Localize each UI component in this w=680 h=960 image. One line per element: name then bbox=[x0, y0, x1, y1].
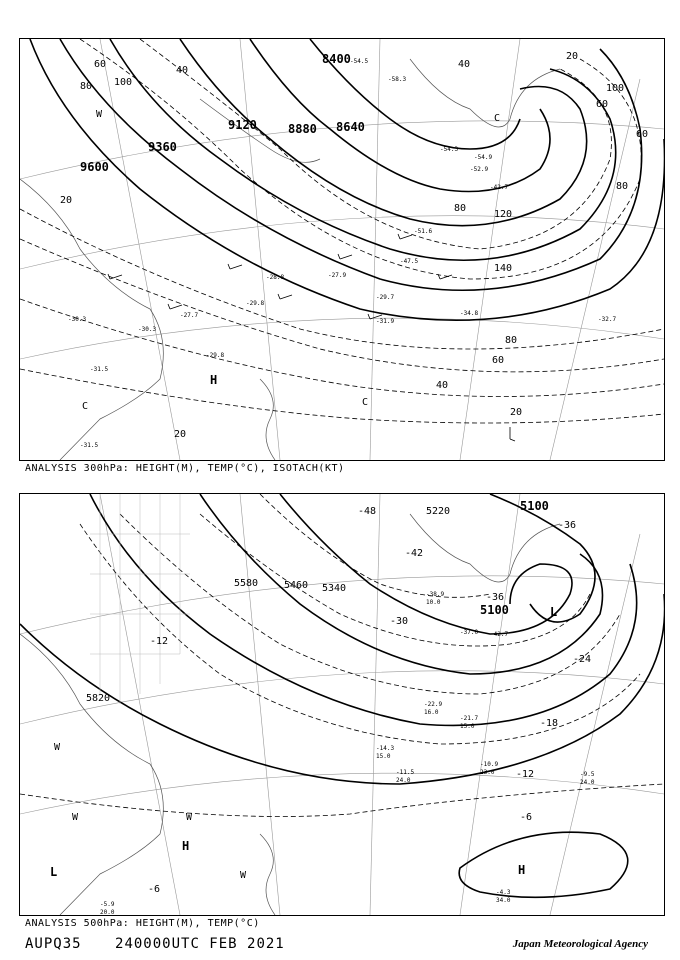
obs-label: -9.5 bbox=[580, 771, 595, 778]
temp-label: -54.9 bbox=[474, 154, 493, 161]
height-label: 9360 bbox=[148, 140, 177, 154]
high-center: H bbox=[518, 863, 526, 877]
isotach-label: 40 bbox=[436, 380, 449, 391]
isotach-label: 80 bbox=[616, 181, 629, 192]
isotherm-label: -30 bbox=[390, 616, 409, 627]
height-label: 5820 bbox=[86, 693, 111, 704]
isotherm-label: -12 bbox=[516, 769, 535, 780]
height-label: 9120 bbox=[228, 118, 257, 132]
isotherm-label: -36 bbox=[558, 520, 577, 531]
isotach-label: 100 bbox=[606, 83, 625, 94]
isotach-label: 40 bbox=[176, 65, 189, 76]
cold-center: C bbox=[362, 397, 369, 408]
temp-label: -42.7 bbox=[490, 184, 509, 191]
temp-label: -51.6 bbox=[414, 228, 433, 235]
temperature-labels bbox=[68, 58, 616, 449]
product-line bbox=[25, 936, 285, 952]
isotach-label: 60 bbox=[636, 129, 649, 140]
height-label: 8640 bbox=[336, 120, 365, 134]
graticule bbox=[20, 494, 664, 915]
isotach-labels bbox=[60, 51, 648, 440]
map-300hpa bbox=[19, 38, 665, 461]
obs-label: 20.0 bbox=[100, 909, 115, 915]
obs-label: -14.3 bbox=[376, 745, 395, 752]
isotach-label: 20 bbox=[174, 429, 187, 440]
warm-center: W bbox=[54, 742, 61, 753]
height-label: 5220 bbox=[426, 506, 451, 517]
isotherm-label: -6 bbox=[148, 884, 161, 895]
height-label: 5580 bbox=[234, 578, 259, 589]
obs-label: -42.7 bbox=[490, 631, 509, 638]
obs-label: -11.5 bbox=[396, 769, 415, 776]
temp-label: -31.9 bbox=[376, 318, 395, 325]
isotherm-label: -6 bbox=[520, 812, 533, 823]
temp-label: -31.5 bbox=[80, 442, 99, 449]
cold-pool-hatching bbox=[90, 494, 190, 704]
isotherms bbox=[20, 494, 664, 817]
isotach-label: 80 bbox=[454, 203, 467, 214]
warm-center: W bbox=[186, 812, 193, 823]
isotach-label: 60 bbox=[94, 59, 107, 70]
height-contours bbox=[20, 494, 664, 897]
obs-label: -5.9 bbox=[100, 901, 115, 908]
low-center: L bbox=[550, 605, 558, 619]
isotherm-labels bbox=[148, 506, 591, 895]
temp-label: -30.3 bbox=[68, 316, 87, 323]
isotherm-label: -18 bbox=[540, 718, 559, 729]
map-300hpa-svg bbox=[20, 39, 664, 460]
isotach-label: 140 bbox=[494, 263, 513, 274]
obs-label: 24.0 bbox=[396, 777, 411, 784]
map-500hpa bbox=[19, 493, 665, 916]
isotach-label: 60 bbox=[492, 355, 505, 366]
height-label: 8880 bbox=[288, 122, 317, 136]
obs-label: -4.3 bbox=[496, 889, 511, 896]
temp-label: -54.3 bbox=[440, 146, 459, 153]
warm-center: W bbox=[96, 109, 103, 120]
obs-label: -38.9 bbox=[426, 591, 445, 598]
isotach-label: 20 bbox=[510, 407, 523, 418]
pressure-centers bbox=[82, 109, 500, 412]
top-chart-caption: ANALYSIS 300hPa: HEIGHT(M), TEMP(°C), ISOTACH(KT) bbox=[25, 463, 345, 474]
low-center: L bbox=[50, 865, 58, 879]
isotach-label: 100 bbox=[114, 77, 133, 88]
temp-label: -30.3 bbox=[138, 326, 157, 333]
cold-center: C bbox=[82, 401, 89, 412]
isotach-label: 80 bbox=[80, 81, 93, 92]
height-label: 5340 bbox=[322, 583, 347, 594]
obs-label: 24.0 bbox=[580, 779, 595, 786]
height-label: 5460 bbox=[284, 580, 309, 591]
isotherm-label: -42 bbox=[405, 548, 424, 559]
isotach-label: 40 bbox=[458, 59, 471, 70]
obs-label: -10.9 bbox=[480, 761, 499, 768]
isotherm-label: -24 bbox=[573, 654, 592, 665]
obs-label: -37.0 bbox=[460, 629, 479, 636]
pressure-centers bbox=[50, 605, 557, 881]
obs-label: 23.0 bbox=[480, 769, 495, 776]
warm-center: W bbox=[72, 812, 79, 823]
temp-label: -27.9 bbox=[328, 272, 347, 279]
isotach-label: 120 bbox=[494, 209, 513, 220]
temp-label: -29.7 bbox=[376, 294, 395, 301]
temp-label: -58.3 bbox=[388, 76, 407, 83]
isotherm-label: -48 bbox=[358, 506, 377, 517]
graticule bbox=[20, 39, 664, 460]
cold-center: C bbox=[494, 113, 501, 124]
temp-label: -47.5 bbox=[400, 258, 419, 265]
isotherm-label: -12 bbox=[150, 636, 169, 647]
temp-label: -28.8 bbox=[266, 274, 285, 281]
height-label: 5100 bbox=[520, 499, 549, 513]
obs-label: -22.9 bbox=[424, 701, 443, 708]
height-labels bbox=[80, 52, 365, 174]
temp-label: -31.5 bbox=[90, 366, 109, 373]
isotherm-label: -36 bbox=[486, 592, 505, 603]
temp-label: -29.8 bbox=[246, 300, 265, 307]
high-center: H bbox=[182, 839, 190, 853]
temp-label: -27.7 bbox=[180, 312, 199, 319]
bottom-chart-caption: ANALYSIS 500hPa: HEIGHT(M), TEMP(°C) bbox=[25, 918, 260, 929]
product-timestamp: 240000UTC FEB 2021 bbox=[115, 936, 285, 952]
isotach-label: 80 bbox=[505, 335, 518, 346]
obs-label: 10.0 bbox=[426, 599, 441, 606]
high-center: H bbox=[210, 373, 218, 387]
isotach-label: 60 bbox=[596, 99, 609, 110]
temp-label: -52.9 bbox=[470, 166, 489, 173]
obs-label: 34.0 bbox=[496, 897, 511, 904]
obs-label: 15.0 bbox=[376, 753, 391, 760]
warm-center: W bbox=[240, 870, 247, 881]
isotach-label: 20 bbox=[60, 195, 73, 206]
temp-label: -32.7 bbox=[598, 316, 617, 323]
agency-credit: Japan Meteorological Agency bbox=[512, 938, 648, 950]
height-label: 5100 bbox=[480, 603, 509, 617]
obs-label: -21.7 bbox=[460, 715, 479, 722]
height-label: 8400 bbox=[322, 52, 351, 66]
temp-label: -29.8 bbox=[206, 352, 225, 359]
temp-label: -54.5 bbox=[350, 58, 369, 65]
product-code: AUPQ35 bbox=[25, 936, 82, 952]
height-label: 9600 bbox=[80, 160, 109, 174]
isotach-label: 20 bbox=[566, 51, 579, 62]
obs-label: 16.0 bbox=[424, 709, 439, 716]
map-500hpa-svg bbox=[20, 494, 664, 915]
obs-label: 15.0 bbox=[460, 723, 475, 730]
temp-label: -34.8 bbox=[460, 310, 479, 317]
